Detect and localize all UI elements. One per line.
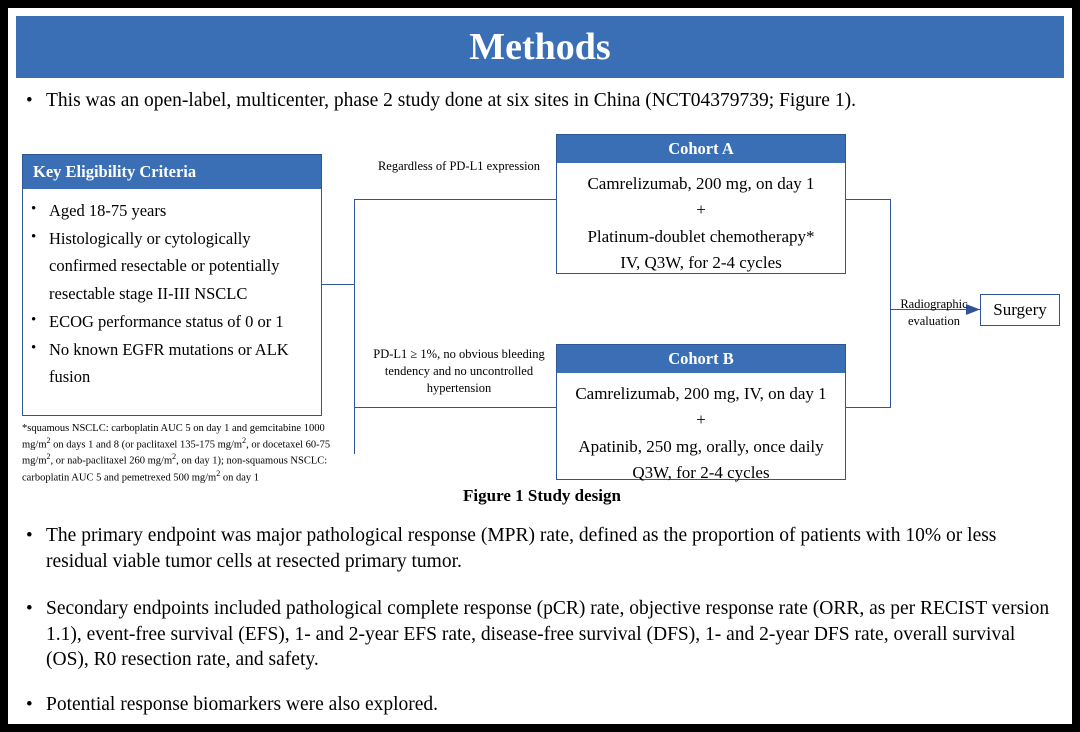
branch-label-cohort-a: Regardless of PD-L1 expression xyxy=(377,159,541,173)
list-item xyxy=(31,225,315,308)
cohort-a-line2: Platinum-doublet chemotherapy* xyxy=(587,226,815,246)
study-design-figure xyxy=(22,126,1062,516)
eligibility-header: Key Eligibility Criteria xyxy=(23,155,321,189)
list-item xyxy=(31,308,315,336)
bullet-dot: • xyxy=(31,311,37,328)
bullet-secondary-endpoints xyxy=(26,596,1054,673)
bullet-dot: • xyxy=(31,339,37,356)
bullet-text: The primary endpoint was major pathological response (MPR) rate, defined as the proportion of patients with 10% or less residual viable tumor cells at resected primary tumor. xyxy=(46,525,997,572)
connector-line xyxy=(846,199,890,200)
cohort-b-line2: Apatinib, 250 mg, orally, once daily xyxy=(578,436,824,456)
cohort-a-body xyxy=(557,163,845,276)
bullet-dot: • xyxy=(26,90,33,111)
cohort-a-box xyxy=(556,134,846,274)
radiographic-evaluation-label: Radiographic evaluation xyxy=(900,297,968,328)
bullet-dot: • xyxy=(26,598,33,619)
cohort-a-line3: IV, Q3W, for 2-4 cycles xyxy=(620,253,782,273)
bullet-dot: • xyxy=(26,694,33,715)
cohort-b-line3: Q3W, for 2-4 cycles xyxy=(632,463,770,483)
bullet-dot: • xyxy=(31,201,37,217)
cohort-b-line1: Camrelizumab, 200 mg, IV, on day 1 xyxy=(575,384,827,403)
connector-line xyxy=(322,284,354,285)
connector-line xyxy=(354,199,556,200)
bullet-primary-endpoint xyxy=(26,523,1054,574)
cohort-a-header: Cohort A xyxy=(557,135,845,163)
list-item xyxy=(31,197,315,225)
branch-label-cohort-b: PD-L1 ≥ 1%, no obvious bleeding tendency and no uncontrolled hypertension xyxy=(373,347,545,395)
bullet-biomarkers xyxy=(26,692,1054,718)
cohort-b-header: Cohort B xyxy=(557,345,845,373)
cohort-a-plus: + xyxy=(696,200,706,220)
bullet-text: Secondary endpoints included pathological complete response (pCR) rate, objective response rate (ORR, as per RECIST version 1.1), event-free survival (EFS), 1- and 2-year EFS rate, disease-free survival (DFS), 1- and 2-year DFS rate, overall survival (OS), R0 resection rate, and safety. xyxy=(46,598,1050,671)
eligibility-item-text: Aged 18-75 years xyxy=(49,201,167,220)
connector-line xyxy=(354,199,355,454)
cohort-b-box xyxy=(556,344,846,483)
bullet-dot: • xyxy=(26,525,33,546)
cohort-b-body xyxy=(557,373,845,486)
bullet-text: Potential response biomarkers were also explored. xyxy=(46,694,439,715)
connector-line xyxy=(354,407,556,408)
intro-bullet xyxy=(26,88,1056,114)
figure-caption: Figure 1 Study design xyxy=(463,486,621,505)
cohort-a-line1: Camrelizumab, 200 mg, on day 1 xyxy=(587,174,815,193)
intro-bullet-text: This was an open-label, multicenter, phase 2 study done at six sites in China (NCT04379739; Figure 1). xyxy=(46,90,856,111)
eligibility-list xyxy=(23,189,321,391)
eligibility-item-text: ECOG performance status of 0 or 1 xyxy=(49,311,284,331)
eligibility-item-text: No known EGFR mutations or ALK fusion xyxy=(49,339,289,387)
list-item xyxy=(31,336,315,391)
slide xyxy=(8,8,1072,724)
eligibility-criteria-box xyxy=(22,154,322,416)
cohort-b-plus: + xyxy=(696,410,706,430)
page-title: Methods xyxy=(469,26,611,68)
slide-title-bar xyxy=(16,16,1064,78)
eligibility-item-text: Histologically or cytologically confirmed resectable or potentially resectable stage II-III NSCLC xyxy=(49,228,280,304)
bullet-dot: • xyxy=(31,228,37,245)
connector-line xyxy=(846,407,890,408)
figure-footnote: *squamous NSCLC: carboplatin AUC 5 on day 1 and gemcitabine 1000 $mg/m^2$ on days 1 and 8 (or paclitaxel 135-175 $mg/m^2$, or docetaxel 60-75 $mg/m^2$, or nab-paclitaxel 260 $mg/m^2$, on day 1); non-squamous NSCLC: carboplatin AUC 5 and pemetrexed 500 $mg/m^2$ on day 1 xyxy=(22,423,331,484)
surgery-box: Surgery xyxy=(980,294,1060,326)
